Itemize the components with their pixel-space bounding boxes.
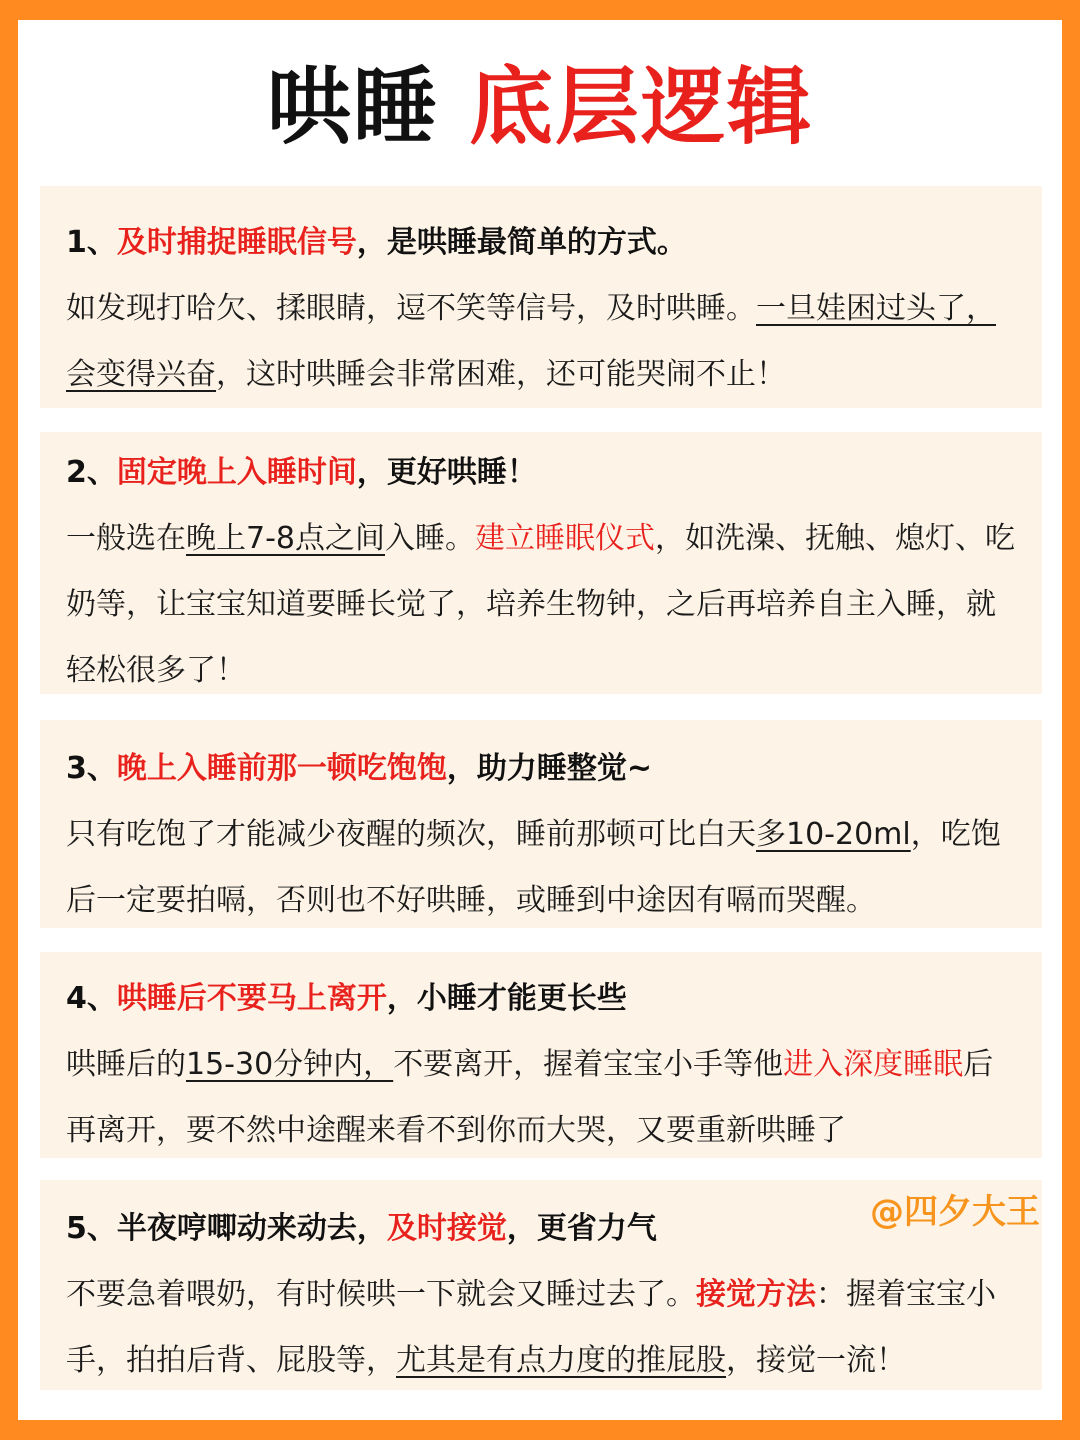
tip-body [66, 1262, 1018, 1394]
tip-number: 5、 [66, 1211, 117, 1246]
tip-text: ：握着宝宝小手，拍拍后背、屁股等， [66, 1277, 996, 1378]
tip-underlined-text: 15-30分钟内， [186, 1047, 394, 1082]
tip-heading [66, 736, 1018, 802]
tip-text: 如发现打哈欠、揉眼睛，逗不笑等信号，及时哄睡。 [66, 291, 756, 326]
tip-text: 不要离开，握着宝宝小手等他 [393, 1047, 784, 1082]
tip-heading [66, 440, 1018, 506]
tip-keyword: 及时捕捉睡眠信号 [116, 225, 357, 260]
tip-heading-rest: ，更省力气 [506, 1211, 657, 1246]
tip-card-4 [40, 952, 1042, 1158]
tip-highlight-text: 进入深度睡眠 [783, 1047, 964, 1082]
tip-text: 一般选在 [66, 521, 186, 556]
tip-card-1 [40, 186, 1042, 408]
tip-keyword: 哄睡后不要马上离开 [116, 981, 387, 1016]
tip-body [66, 802, 1018, 934]
author-watermark: @四夕大王 [870, 1192, 1040, 1232]
tip-body [66, 506, 1018, 704]
tip-text: 入睡。 [385, 521, 475, 556]
title-black-part: 哄睡 [266, 58, 439, 156]
tip-text: 只有吃饱了才能减少夜醒的频次，睡前那顿可比白天 [66, 817, 756, 852]
tip-card-3 [40, 720, 1042, 928]
tip-heading [66, 966, 1018, 1032]
title-red-part: 底层逻辑 [469, 58, 814, 156]
tip-underlined-text: 多10-20ml [756, 817, 911, 852]
tip-text: 不要急着喂奶，有时候哄一下就会又睡过去了。 [66, 1277, 696, 1312]
tip-underlined-text: 晚上7-8点之间 [186, 521, 385, 556]
tip-heading-rest: ，更好哄睡！ [356, 455, 537, 490]
tip-card-2 [40, 432, 1042, 694]
tip-heading-part: 半夜哼唧动来动去， [116, 1211, 387, 1246]
tip-text: 哄睡后的 [66, 1047, 186, 1082]
tip-keyword: 固定晚上入睡时间 [116, 455, 357, 490]
tip-heading-rest: ，是哄睡最简单的方式。 [356, 225, 687, 260]
tip-keyword: 晚上入睡前那一顿吃饱饱 [116, 751, 447, 786]
tip-method-label: 接觉方法 [696, 1277, 816, 1312]
tip-number: 3、 [66, 751, 117, 786]
tip-underlined-text: 尤其是有点力度的推屁股 [396, 1343, 726, 1378]
tip-text: ，如洗澡、抚触、熄灯、吃奶等，让宝宝知道要睡长觉了，培养生物钟，之后再培养自主入睡，就轻松很多了！ [66, 521, 1015, 688]
page-title [0, 52, 1080, 162]
tip-number: 4、 [66, 981, 117, 1016]
tip-keyword: 及时接觉 [386, 1211, 507, 1246]
tip-body [66, 276, 1018, 408]
tip-text: 后再离开，要不然中途醒来看不到你而大哭，又要重新哄睡了 [66, 1047, 994, 1148]
tip-heading-rest: ，小睡才能更长些 [386, 981, 627, 1016]
tip-text: ，吃饱后一定要拍嗝，否则也不好哄睡，或睡到中途因有嗝而哭醒。 [66, 817, 1001, 918]
tip-text: ，这时哄睡会非常困难，还可能哭闹不止！ [216, 357, 786, 392]
tip-body [66, 1032, 1018, 1164]
tip-highlight-text: 建立睡眠仪式 [475, 521, 655, 556]
tip-number: 1、 [66, 225, 117, 260]
tip-heading [66, 210, 1018, 276]
tip-heading-rest: ，助力睡整觉~ [446, 751, 653, 786]
tip-number: 2、 [66, 455, 117, 490]
tip-underlined-text: 一旦娃困过头了，会变得兴奋 [66, 291, 996, 392]
tip-text: ，接觉一流！ [726, 1343, 906, 1378]
